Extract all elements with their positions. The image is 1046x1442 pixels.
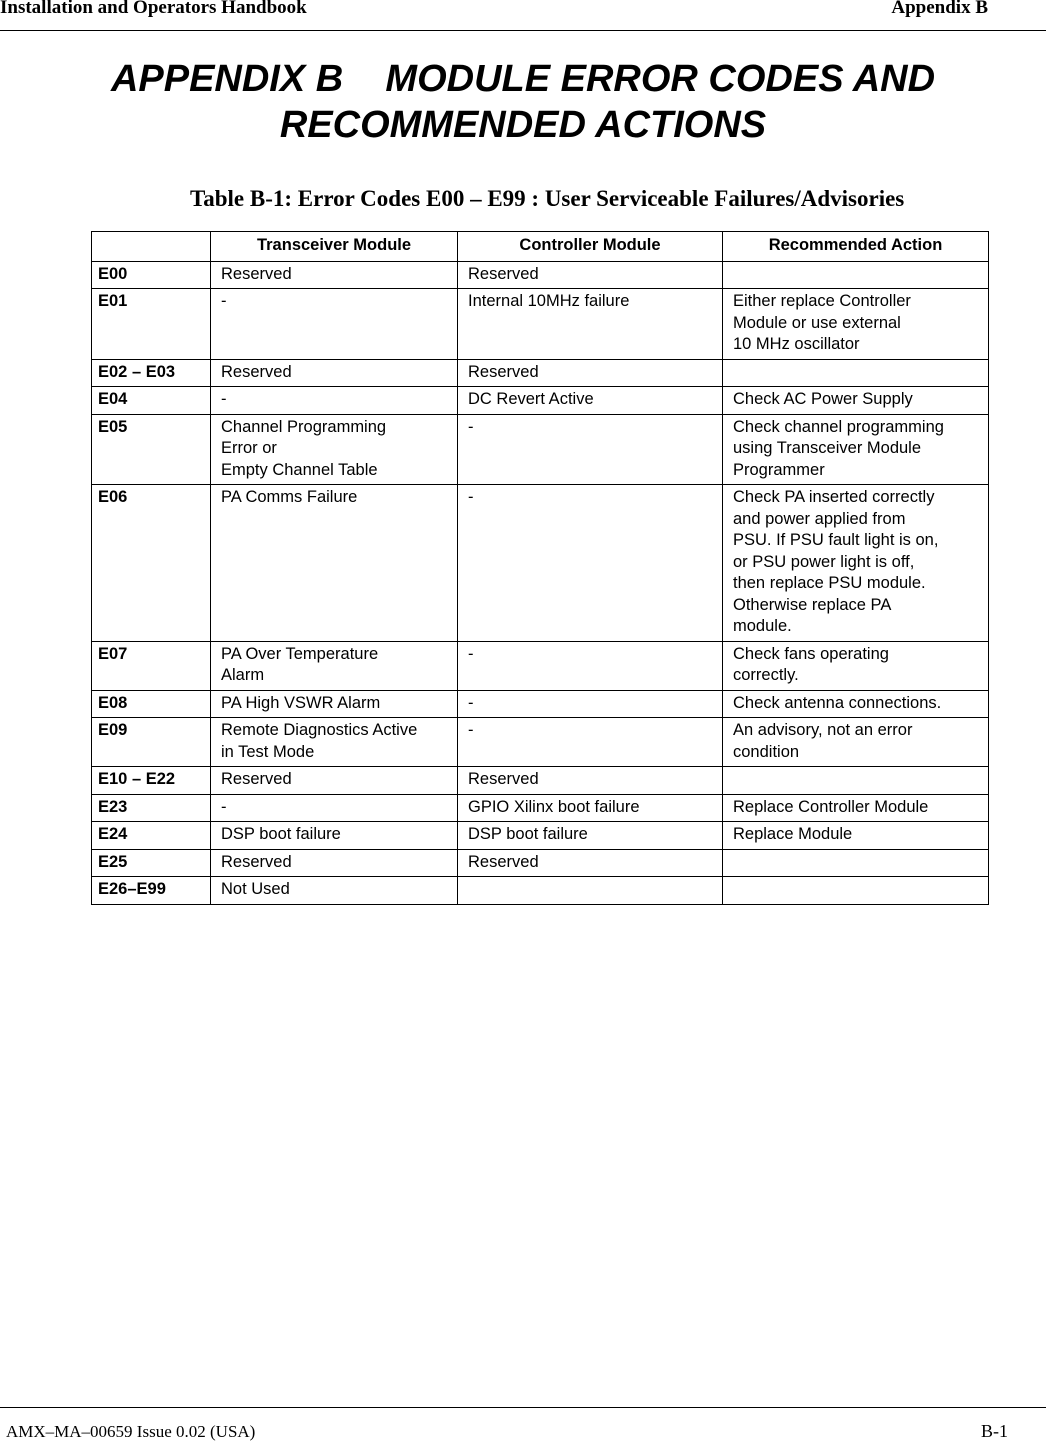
cell-transceiver: Reserved: [211, 767, 458, 795]
cell-action: Check PA inserted correctly and power applied from PSU. If PSU fault light is on, or PSU power light is off, then replace PSU module. Otherwise replace PA module.: [723, 485, 989, 642]
footer-rule: [0, 1407, 1046, 1408]
cell-transceiver: Not Used: [211, 877, 458, 905]
cell-action: [723, 849, 989, 877]
cell-transceiver: Channel Programming Error or Empty Channel Table: [211, 414, 458, 485]
cell-controller: Reserved: [458, 359, 723, 387]
cell-code: E26–E99: [92, 877, 211, 905]
cell-code: E08: [92, 690, 211, 718]
cell-transceiver: Reserved: [211, 849, 458, 877]
cell-code: E07: [92, 641, 211, 690]
error-codes-table: [91, 231, 989, 905]
cell-transceiver: PA Over Temperature Alarm: [211, 641, 458, 690]
cell-transceiver: Reserved: [211, 359, 458, 387]
cell-code: E00: [92, 261, 211, 289]
cell-action: [723, 877, 989, 905]
cell-action: An advisory, not an error condition: [723, 718, 989, 767]
cell-transceiver: -: [211, 289, 458, 360]
header-rule: [0, 30, 1046, 31]
cell-code: E25: [92, 849, 211, 877]
cell-action: Check fans operating correctly.: [723, 641, 989, 690]
cell-code: E10 – E22: [92, 767, 211, 795]
cell-transceiver: PA Comms Failure: [211, 485, 458, 642]
cell-controller: -: [458, 485, 723, 642]
cell-controller: DC Revert Active: [458, 387, 723, 415]
cell-controller: DSP boot failure: [458, 822, 723, 850]
table-row: [92, 289, 989, 360]
table-row: [92, 718, 989, 767]
header-right: Appendix B: [891, 0, 988, 18]
header-cell-controller: Controller Module: [458, 232, 723, 262]
cell-code: E01: [92, 289, 211, 360]
cell-code: E24: [92, 822, 211, 850]
cell-code: E05: [92, 414, 211, 485]
cell-transceiver: Reserved: [211, 261, 458, 289]
table-row: [92, 877, 989, 905]
table-row: [92, 849, 989, 877]
table-row: [92, 794, 989, 822]
table-row: [92, 641, 989, 690]
table-body: [92, 261, 989, 904]
table-row: [92, 822, 989, 850]
table-row: [92, 690, 989, 718]
table-row: [92, 359, 989, 387]
cell-controller: -: [458, 414, 723, 485]
cell-code: E06: [92, 485, 211, 642]
table-row: [92, 414, 989, 485]
table-row: [92, 261, 989, 289]
footer-page-number: B-1: [981, 1421, 1008, 1441]
cell-controller: [458, 877, 723, 905]
cell-transceiver: Remote Diagnostics Active in Test Mode: [211, 718, 458, 767]
cell-controller: GPIO Xilinx boot failure: [458, 794, 723, 822]
cell-controller: Reserved: [458, 849, 723, 877]
table-header-row: [92, 232, 989, 262]
cell-action: [723, 767, 989, 795]
table-caption: Table B-1: Error Codes E00 – E99 : User Serviceable Failures/Advisories: [190, 186, 905, 211]
cell-code: E04: [92, 387, 211, 415]
header-cell-transceiver: Transceiver Module: [211, 232, 458, 262]
table-row: [92, 767, 989, 795]
cell-code: E02 – E03: [92, 359, 211, 387]
cell-controller: Reserved: [458, 767, 723, 795]
cell-action: Check channel programming using Transceiver Module Programmer: [723, 414, 989, 485]
cell-code: E23: [92, 794, 211, 822]
cell-controller: Internal 10MHz failure: [458, 289, 723, 360]
cell-action: Check AC Power Supply: [723, 387, 989, 415]
cell-controller: -: [458, 641, 723, 690]
cell-transceiver: DSP boot failure: [211, 822, 458, 850]
cell-action: Check antenna connections.: [723, 690, 989, 718]
cell-transceiver: PA High VSWR Alarm: [211, 690, 458, 718]
cell-action: Replace Module: [723, 822, 989, 850]
header-left: Installation and Operators Handbook: [0, 0, 307, 18]
cell-transceiver: -: [211, 387, 458, 415]
page-title: APPENDIX B MODULE ERROR CODES AND RECOMMENDED ACTIONS: [110, 58, 936, 146]
cell-controller: Reserved: [458, 261, 723, 289]
cell-controller: -: [458, 718, 723, 767]
cell-action: [723, 261, 989, 289]
cell-code: E09: [92, 718, 211, 767]
cell-action: [723, 359, 989, 387]
cell-transceiver: -: [211, 794, 458, 822]
cell-action: Either replace Controller Module or use external 10 MHz oscillator: [723, 289, 989, 360]
cell-action: Replace Controller Module: [723, 794, 989, 822]
header-cell-action: Recommended Action: [723, 232, 989, 262]
table-row: [92, 387, 989, 415]
header-cell-code: [92, 232, 211, 262]
footer-document-id: AMX–MA–00659 Issue 0.02 (USA): [6, 1422, 256, 1441]
cell-controller: -: [458, 690, 723, 718]
table-row: [92, 485, 989, 642]
